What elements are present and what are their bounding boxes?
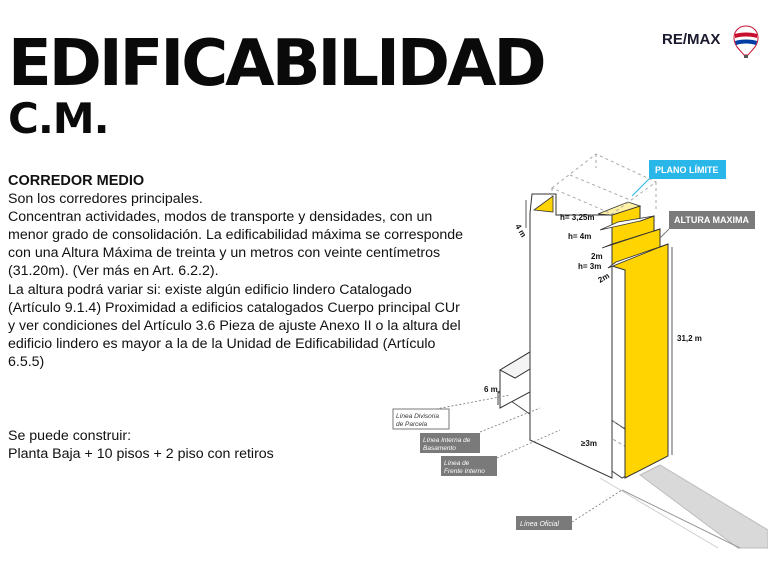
sidewalk (640, 465, 768, 548)
balloon-logo-icon (733, 24, 759, 58)
construct-value: Planta Baja + 10 pisos + 2 piso con retiros (8, 446, 274, 463)
tag-linea-oficial-l1: Línea Oficial (520, 521, 559, 528)
building-diagram (380, 148, 768, 576)
tag-linea-basamento-l1: Línea Interna de (423, 437, 471, 444)
plano-limite-label: PLANO LÍMITE (655, 165, 719, 175)
page-subtitle: C.M. (8, 94, 109, 143)
tag-linea-divisoria-l1: Línea Divisoria (396, 413, 439, 420)
description-paragraph: Son los corredores principales. (8, 191, 203, 208)
section-heading: CORREDOR MEDIO (8, 173, 145, 189)
tag-linea-frente-l1: Línea de (444, 460, 470, 467)
dim-3m: ≥3m (581, 439, 597, 448)
dim-h3: h= 3m (578, 262, 602, 271)
dim-6m: 6 m (484, 385, 498, 394)
dim-2m-a: 2m (591, 252, 603, 261)
description-paragraph: Concentran actividades, modos de transporte y densidades, con un menor grado de consolidación. La edificabilidad máxima se corresponde con una Altura Máxima de treinta y un metros con veinte centímetros (31.20m). (Ver más en Art. 6.2.2). (8, 209, 464, 280)
tag-linea-frente-l2: Frente Interno (444, 468, 485, 475)
tag-linea-basamento-l2: Basamento (423, 445, 456, 452)
page-title: EDIFICABILIDAD (8, 27, 544, 101)
dim-312m: 31,2 m (677, 334, 702, 343)
construction-block (8, 427, 338, 463)
brand-logo-text: RE/MAX (662, 31, 721, 48)
description-paragraph: La altura podrá variar si: existe algún edificio lindero Catalogado (Artículo 9.1.4) Proximidad a edificios catalogados Cuerpo principal CUr y ver condiciones del Artículo 3.6 Pieza de ajuste Anexo II o la altura del edificio lindero es mayor a la de la Unidad de Edificabilidad (Artículo 6.5.5) (8, 281, 461, 370)
plano-limite-volume (552, 154, 656, 214)
dim-h4: h= 4m (568, 232, 592, 241)
construct-title: Se puede construir: (8, 428, 132, 444)
dim-4m: 4 m (513, 222, 528, 239)
dim-2m-b: 2m (596, 271, 612, 285)
tag-linea-divisoria-l2: de Parcela (396, 421, 428, 428)
dim-h325: h= 3,25m (560, 213, 595, 222)
altura-maxima-label: ALTURA MAXIMA (674, 215, 749, 225)
